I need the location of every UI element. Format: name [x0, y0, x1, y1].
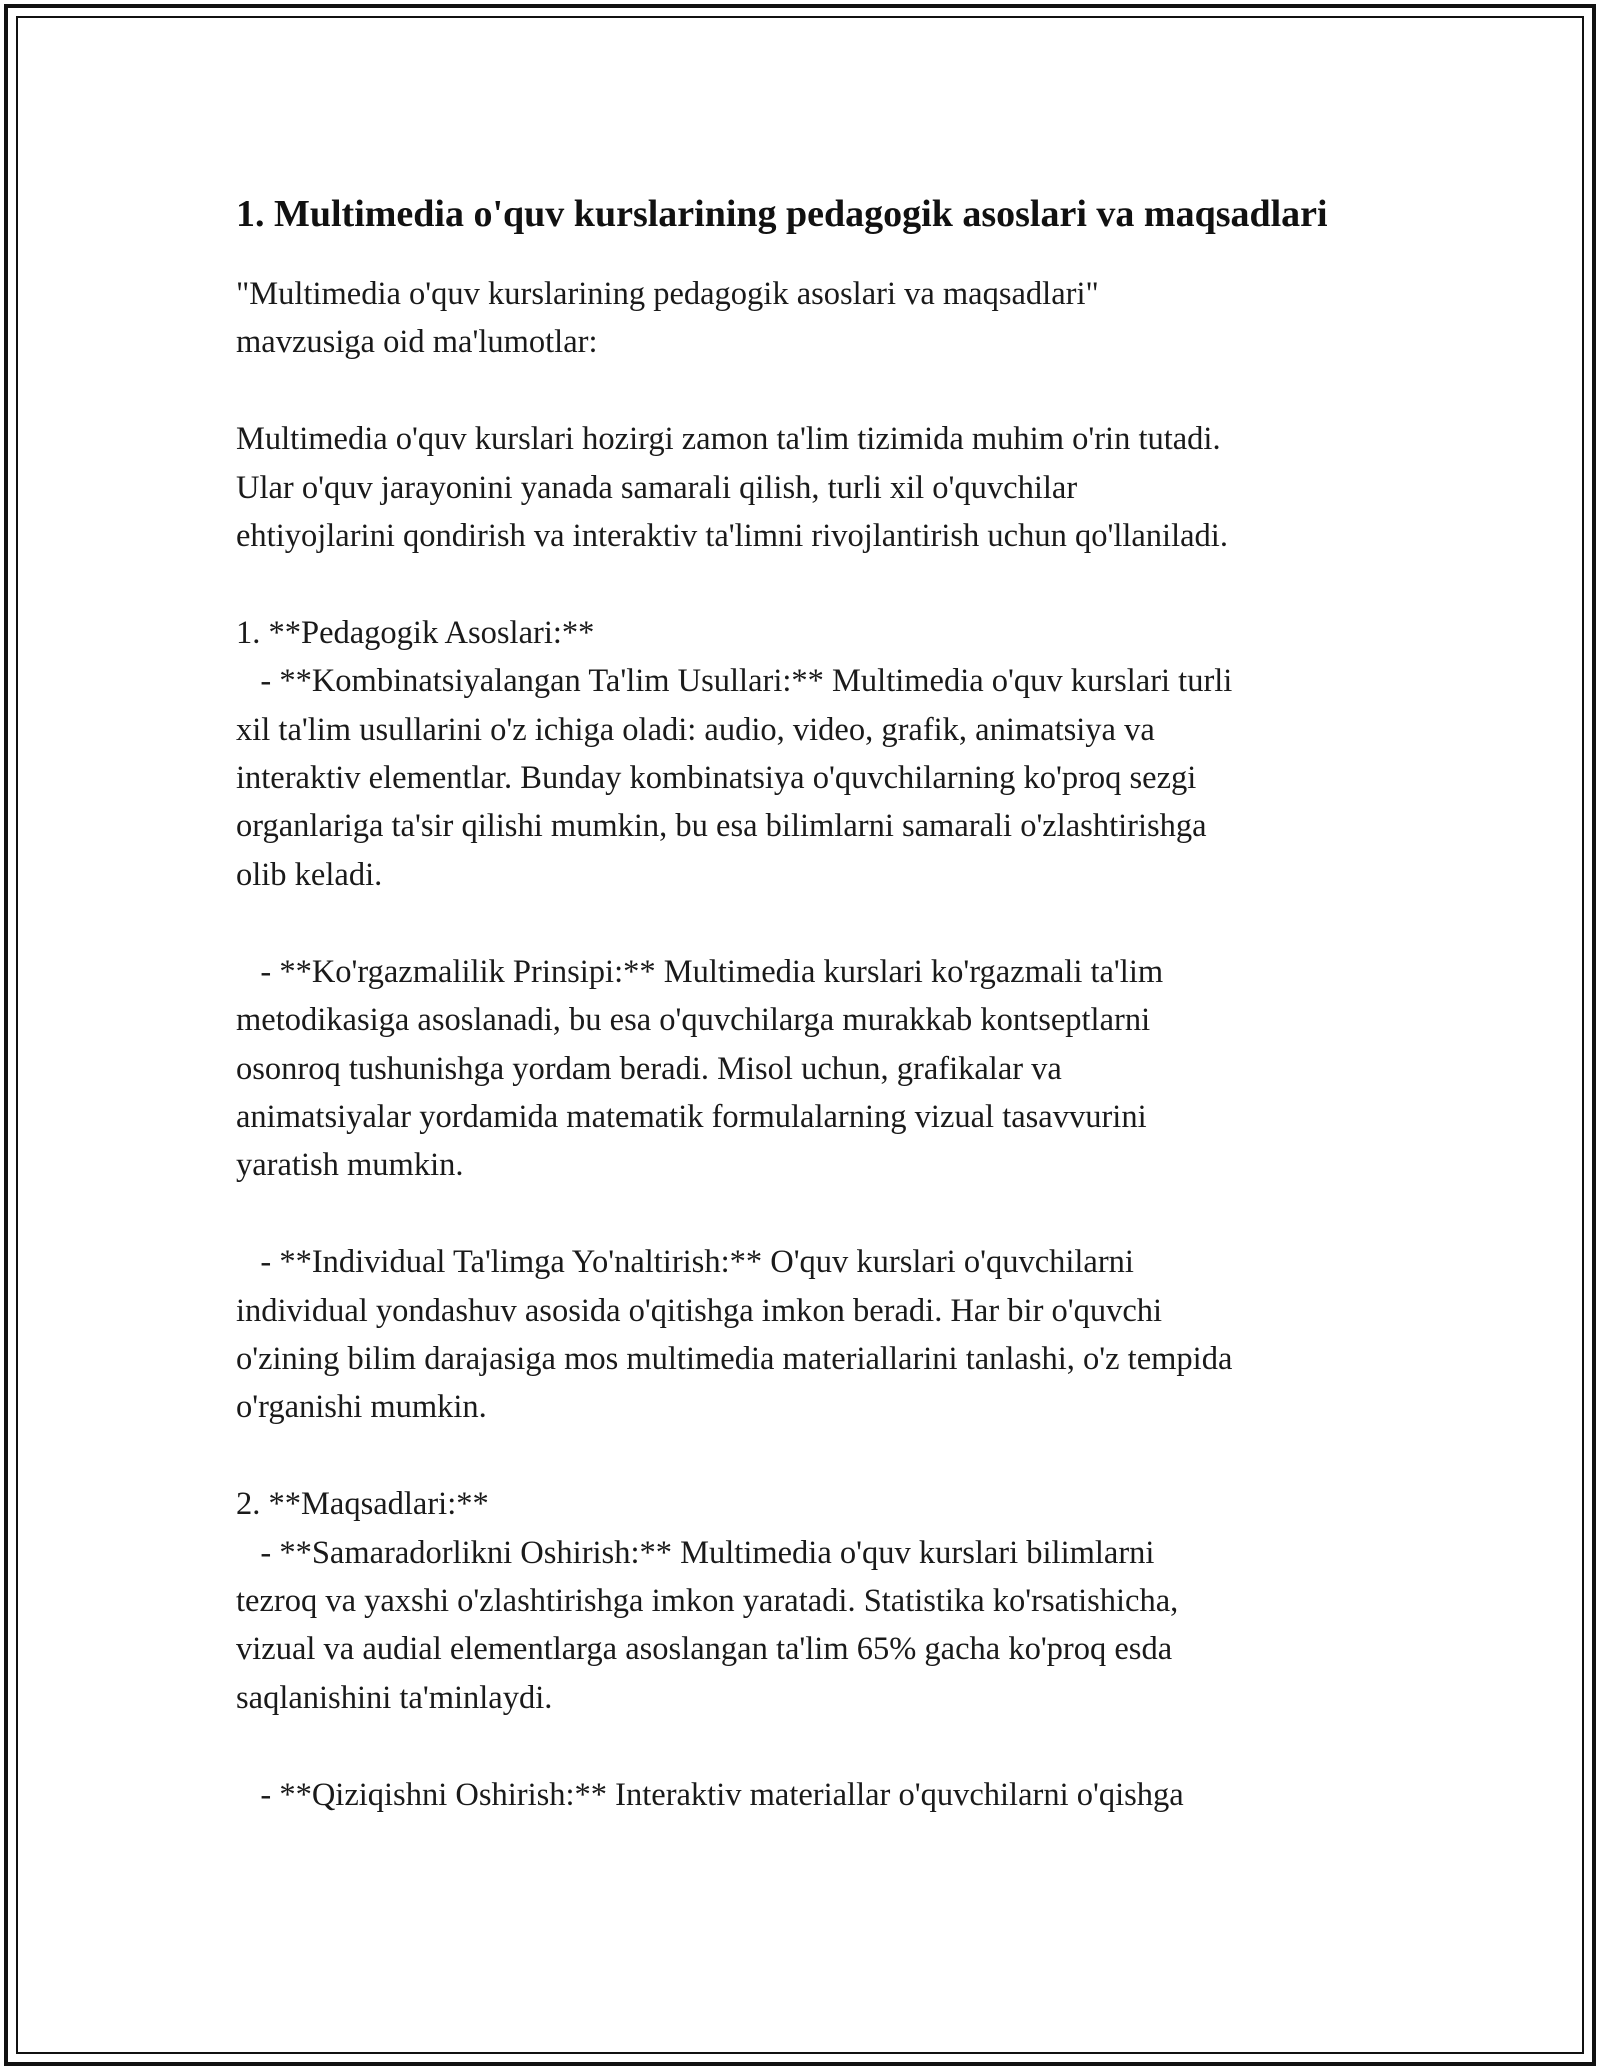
document-content [236, 186, 1386, 1819]
document-body: "Multimedia o'quv kurslarining pedagogik asoslari va maqsadlari" mavzusiga oid ma'lumotlar: Multimedia o'quv kurslari hozirgi zamon ta'lim tizimida muhim o'rin tutadi. Ular o'quv jarayonini yanada samarali qilish, turli xil o'quvchilar ehtiyojlarini qondirish va interaktiv ta'limni rivojlantirish uchun qo'llaniladi. 1. **Pedagogik Asoslari:** - **Kombinatsiyalangan Ta'lim Usullari:** Multimedia o'quv kurslari turli xil ta'lim usullarini o'z ichiga oladi: audio, video, grafik, animatsiya va interaktiv elementlar. Bunday kombinatsiya o'quvchilarning ko'proq sezgi organlariga ta'sir qilishi mumkin, bu esa bilimlarni samarali o'zlashtirishga olib keladi. - **Ko'rgazmalilik Prinsipi:** Multimedia kurslari ko'rgazmali ta'lim metodikasiga asoslanadi, bu esa o'quvchilarga murakkab kontseptlarni osonroq tushunishga yordam beradi. Misol uchun, grafikalar va animatsiyalar yordamida matematik formulalarning vizual tasavvurini yaratish mumkin. - **Individual Ta'limga Yo'naltirish:** O'quv kurslari o'quvchilarni individual yondashuv asosida o'qitishga imkon beradi. Har bir o'quvchi o'zining bilim darajasiga mos multimedia materiallarini tanlashi, o'z tempida o'rganishi mumkin. 2. **Maqsadlari:** - **Samaradorlikni Oshirish:** Multimedia o'quv kurslari bilimlarni tezroq va yaxshi o'zlashtirishga imkon yaratadi. Statistika ko'rsatishicha, vizual va audial elementlarga asoslangan ta'lim 65% gacha ko'proq esda saqlanishini ta'minlaydi. - **Qiziqishni Oshirish:** Interaktiv materiallar o'quvchilarni o'qishga [236, 276, 1233, 1813]
document-title: 1. Multimedia o'quv kurslarining pedagogik asoslari va maqsadlari [236, 193, 1328, 235]
